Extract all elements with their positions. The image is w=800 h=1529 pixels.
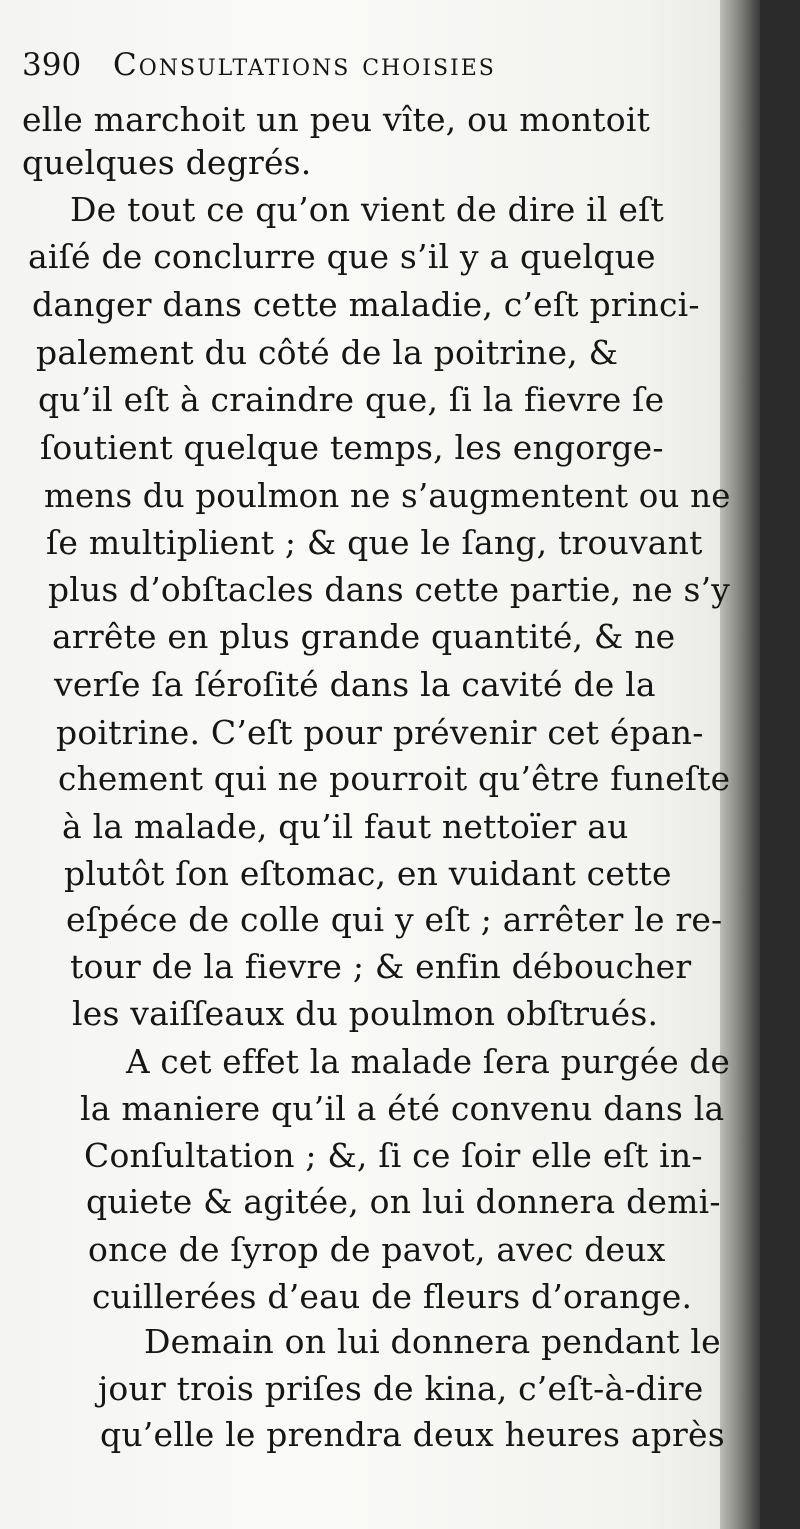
text-line: aiſé de conclurre que s’il y a quelque <box>28 237 656 276</box>
text-line: De tout ce qu’on vient de dire il eſt <box>70 190 664 229</box>
running-title: Consultations choisies <box>113 47 496 83</box>
text-line: plus d’obſtacles dans cette partie, ne s’y <box>48 570 731 609</box>
text-line: tour de la fievre ; & enfin déboucher <box>70 947 692 986</box>
text-line: Conſultation ; &, ſi ce ſoir elle eſt in- <box>84 1136 703 1175</box>
text-line: qu’elle le prendra deux heures après <box>100 1415 725 1454</box>
text-line: verſe ſa ſéroſité dans la cavité de la <box>54 665 656 704</box>
text-line: poitrine. C’eſt pour prévenir cet épan- <box>56 713 704 752</box>
text-line: cuillerées d’eau de fleurs d’orange. <box>92 1277 693 1316</box>
text-line: ſe multiplient ; & que le ſang, trouvant <box>46 523 703 562</box>
running-header <box>22 47 496 83</box>
text-line: plutôt ſon eſtomac, en vuidant cette <box>64 854 672 893</box>
text-line: eſpéce de colle qui y eſt ; arrêter le re- <box>66 900 723 939</box>
text-line: danger dans cette maladie, c’eſt princi- <box>32 285 700 324</box>
text-line: once de ſyrop de pavot, avec deux <box>88 1230 666 1269</box>
text-line: quelques degrés. <box>22 143 312 182</box>
text-line: mens du poulmon ne s’augmentent ou ne <box>44 476 731 515</box>
text-line: qu’il eſt à craindre que, ſi la fievre ſe <box>38 380 665 419</box>
text-line: Demain on lui donnera pendant le <box>144 1322 721 1361</box>
text-line: chement qui ne pourroit qu’être funeſte <box>58 759 731 798</box>
text-line: palement du côté de la poitrine, & <box>36 333 619 372</box>
text-line: la maniere qu’il a été convenu dans la <box>80 1089 725 1128</box>
text-line: arrête en plus grande quantité, & ne <box>52 617 676 656</box>
text-line: quiete & agitée, on lui donnera demi- <box>86 1182 721 1221</box>
page-number: 390 <box>22 47 82 83</box>
text-line: ſoutient quelque temps, les engorge- <box>40 428 664 467</box>
text-line: jour trois priſes de kina, c’eſt-à-dire <box>98 1369 704 1408</box>
text-line: A cet effet la malade ſera purgée de <box>126 1042 731 1081</box>
text-line: les vaiſſeaux du poulmon obſtrués. <box>72 994 659 1033</box>
text-line: elle marchoit un peu vîte, ou montoit <box>22 100 651 139</box>
text-line: à la malade, qu’il faut nettoïer au <box>62 807 629 846</box>
